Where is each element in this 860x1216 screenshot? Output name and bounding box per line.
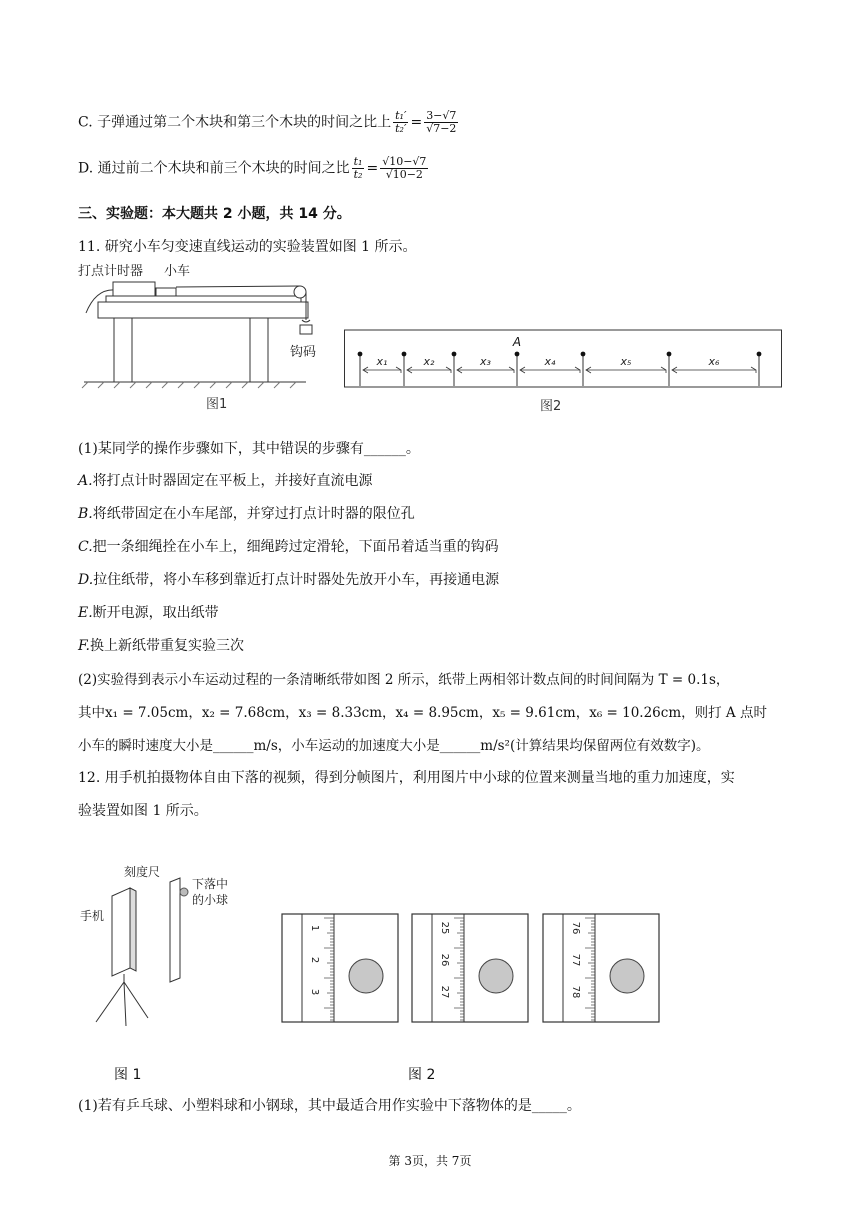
q12-stem-2: 验装置如图 1 所示。 [78,803,208,819]
tape-dot [402,352,407,357]
label-timer: 打点计时器 [78,264,144,279]
ball [349,959,383,993]
label-phone: 手机 [80,909,105,923]
segment-label: x₅ [620,355,632,368]
step-e: E.断开电源，取出纸带 [78,605,219,621]
ruler-tick-label: 27 [439,985,450,999]
tape-dot [757,352,762,357]
option-d: D. 通过前二个木块和前三个木块的时间之比 $\frac{\text{t₁}}{\text{t₂}}$ = $\frac{√10-√7}{√10-2}$ [78,155,427,181]
ruler-tick-label: 26 [439,953,450,967]
label-cart: 小车 [164,264,191,279]
ruler-tick-label: 3 [309,988,320,996]
q11-figure-1 [76,258,346,418]
segment-label: x₆ [708,355,720,368]
segment-label: x₁ [376,355,388,368]
q11-fig1-caption: 图1 [206,397,228,412]
step-b: B.将纸带固定在小车尾部，并穿过打点计时器的限位孔 [78,506,415,522]
q11-stem: 11. 研究小车匀变速直线运动的实验装置如图 1 所示。 [78,239,417,255]
segment-label: x₃ [480,355,491,368]
segment-label: x₄ [544,355,556,368]
ruler-tick-label: 1 [309,924,320,932]
step-c: C.把一条细绳拴在小车上，细绳跨过定滑轮，下面吊着适当重的钩码 [78,539,499,555]
ruler-tick-label: 2 [309,956,320,964]
tape-dot [452,352,457,357]
frame [543,914,659,1022]
tape-dot [581,352,586,357]
label-ruler: 刻度尺 [124,865,161,879]
point-a-label: A [512,335,522,349]
q11-part2-line3: 小车的瞬时速度大小是______m/s，小车运动的加速度大小是______m/s²(计算结果均保留两位有效数字)。 [78,738,710,754]
ruler-tick-label: 76 [570,921,581,935]
step-a: A.将打点计时器固定在平板上，并接好直流电源 [78,473,373,489]
ruler-tick-label: 77 [570,953,581,967]
frame [412,914,528,1022]
label-hook: 钩码 [290,345,317,360]
ruler-tick-label: 78 [570,985,581,999]
q11-part2-line1: (2)实验得到表示小车运动过程的一条清晰纸带如图 2 所示，纸带上两相邻计数点间的时间间隔为 T = 0.1s， [78,672,730,688]
q12-fig2-caption: 图 2 [408,1067,436,1083]
q11-fig2-caption: 图2 [540,399,562,414]
q12-part1: (1)若有乒乓球、小塑料球和小钢球，其中最适合用作实验中下落物体的是_____。 [78,1098,581,1114]
frame [282,914,398,1022]
q12-figure-2 [280,912,680,1088]
step-d: D.拉住纸带，将小车移到靠近打点计时器处先放开小车，再接通电源 [78,572,500,588]
tape-dot [667,352,672,357]
label-ball-2: 的小球 [192,893,229,907]
ruler-tick-label: 25 [439,921,450,935]
option-c: C. 子弹通过第二个木块和第三个木块的时间之比上 $\frac{\text{t₁′}}{\text{t₂′}}$ = $\frac{3-√7}{√7-2}$ [78,109,457,135]
q11-part2-line2: 其中x₁ = 7.05cm，x₂ = 7.68cm，x₃ = 8.33cm，x₄ = 8.95cm，x₅ = 9.61cm，x₆ = 10.26cm，则打 A 点时 [78,705,767,721]
tape-dot [358,352,363,357]
page-footer: 第 3页，共 7页 [388,1154,472,1168]
label-ball-1: 下落中 [192,877,229,891]
ball [610,959,644,993]
section-heading: 三、实验题：本大题共 2 小题，共 14 分。 [78,206,351,222]
q11-figure-2 [344,328,784,420]
q12-stem-1: 12. 用手机拍摄物体自由下落的视频，得到分帧图片，利用图片中小球的位置来测量当地的重力加速度，实 [78,770,735,786]
q12-figure-1 [76,858,266,1088]
tape-dot [515,352,520,357]
q12-fig1-caption: 图 1 [114,1067,142,1083]
ball [479,959,513,993]
q11-part1: (1)某同学的操作步骤如下，其中错误的步骤有______。 [78,441,420,457]
step-f: F.换上新纸带重复实验三次 [78,638,244,654]
segment-label: x₂ [423,355,435,368]
